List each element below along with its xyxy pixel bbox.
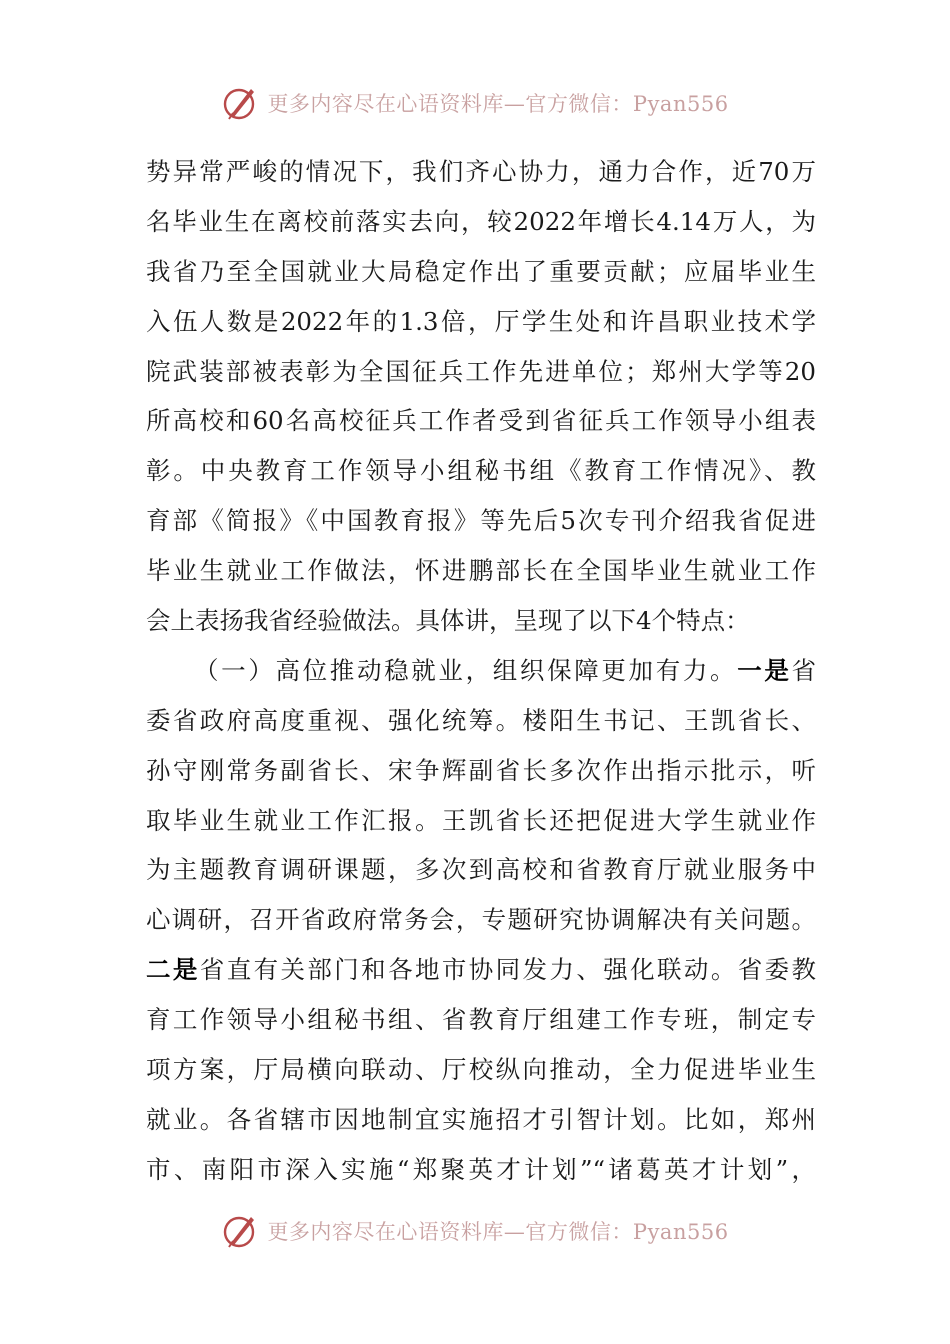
watermark-banner-top — [0, 78, 950, 128]
watermark-text: 更多内容尽在心语资料库—官方微信：Pyan556 — [267, 1220, 729, 1244]
text-line: 孙守刚常务副省长、宋争辉副省长多次作出指示批示，听 — [146, 755, 816, 785]
section-heading: （一）高位推动稳就业，组织保障更加有力。 — [194, 655, 738, 685]
watermark-banner-bottom — [0, 1206, 950, 1256]
text-line: 院武装部被表彰为全国征兵工作先进单位；郑州大学等20 — [146, 356, 816, 386]
text-line: 所高校和60名高校征兵工作者受到省征兵工作领导小组表 — [146, 406, 816, 436]
text-line: 委省政府高度重视、强化统筹。楼阳生书记、王凯省长、 — [146, 705, 816, 735]
text-line: 势异常严峻的情况下，我们齐心协力，通力合作，近70万 — [146, 157, 816, 186]
text-line: 心调研，召开省政府常务会，专题研究协调解决有关问题。 — [146, 905, 816, 935]
text-line: 为主题教育调研课题，多次到高校和省教育厅就业服务中 — [146, 855, 816, 885]
text-line: 毕业生就业工作做法，怀进鹏部长在全国毕业生就业工作 — [146, 556, 816, 586]
text-line: 彰。中央教育工作领导小组秘书组《教育工作情况》、教 — [146, 456, 816, 486]
text-line: 会上表扬我省经验做法。具体讲，呈现了以下4个特点： — [146, 606, 750, 636]
section-heading-line — [146, 646, 816, 696]
text-line: 入伍人数是2022年的1.3倍，厅学生处和许昌职业技术学 — [146, 306, 816, 336]
bold-marker: 二是 — [146, 955, 200, 985]
text-line: 项方案，厅局横向联动、厅校纵向推动，全力促进毕业生 — [146, 1055, 816, 1085]
document-body — [146, 147, 816, 1195]
text-line: 就业。各省辖市因地制宜实施招才引智计划。比如，郑州 — [146, 1104, 816, 1134]
text-fragment: 省 — [791, 655, 817, 685]
quill-logo-icon — [221, 83, 261, 123]
text-line — [146, 945, 816, 995]
watermark-text: 更多内容尽在心语资料库—官方微信：Pyan556 — [267, 92, 729, 116]
text-line: 我省乃至全国就业大局稳定作出了重要贡献；应届毕业生 — [146, 256, 816, 286]
text-line: 育工作领导小组秘书组、省教育厅组建工作专班，制定专 — [146, 1005, 816, 1035]
bold-marker: 一是 — [737, 655, 792, 685]
text-line: 取毕业生就业工作汇报。王凯省长还把促进大学生就业作 — [146, 805, 816, 835]
text-fragment: 省直有关部门和各地市协同发力、强化联动。省委教 — [199, 955, 817, 985]
text-line: 名毕业生在离校前落实去向，较2022年增长4.14万人，为 — [146, 206, 816, 236]
quill-logo-icon — [221, 1211, 261, 1251]
text-line: 市、南阳市深入实施“郑聚英才计划”“诸葛英才计划”， — [146, 1154, 816, 1184]
text-line: 育部《简报》《中国教育报》等先后5次专刊介绍我省促进 — [146, 506, 816, 536]
